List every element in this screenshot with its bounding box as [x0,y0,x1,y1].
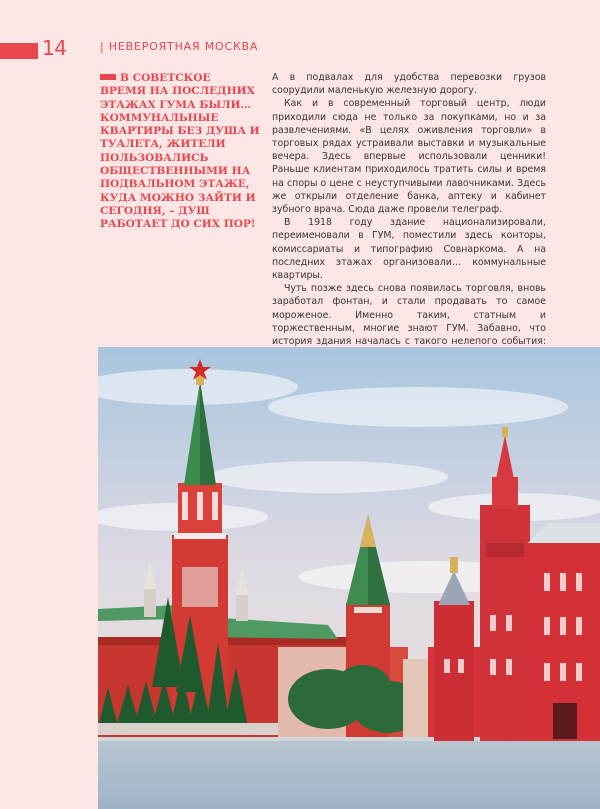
paragraph: А в подвалах для удобства перевозки грузов соорудили маленькую железную дорогу. [272,72,546,97]
article-body [272,71,546,361]
page-number-bar [0,43,38,59]
section-title: | НЕВЕРОЯТНАЯ МОСКВА [100,40,259,53]
paragraph: Чуть позже здесь снова появилась торговля, вновь заработал фонтан, и стали продавать то самое мороженое. Именно таким, статным и торжественным, многие знают ГУМ. Забавно, что история здания началась с такого нелепого события: [272,283,546,348]
kremlin-illustration [98,347,600,809]
paragraph: Как и в современный торговый центр, люди приходили сюда не только за покупками, но и за развлечениями. «В целях оживления торговли» в торговых рядах устраивали выставки и музыкальные вечера. Здесь впервые использовали ценники! Раньше клиентам приходилось тратить силы и время на споры о цене с неуступчивыми лавочниками. Здесь же открыли отделение банка, аптеку и кабинет зубного врача. Сюда даже провели телеграф. [272,98,546,216]
pull-quote [100,72,260,232]
paragraph: В 1918 году здание национализировали, переименовали в ГУМ, поместили здесь конторы, комиссариаты и типографию Совнаркома. А на последних этажах организовали… коммунальные квартиры. [272,217,546,282]
quote-marker [100,74,116,80]
pull-quote-text: В СОВЕТСКОЕ ВРЕМЯ НА ПОСЛЕДНИХ ЭТАЖАХ ГУМА БЫЛИ… КОММУНАЛЬНЫЕ КВАРТИРЫ БЕЗ ДУША И ТУАЛЕТА, ЖИТЕЛИ ПОЛЬЗОВАЛИСЬ ОБЩЕСТВЕННЫМИ НА ПОДВАЛЬНОМ ЭТАЖЕ, КУДА МОЖНО ЗАЙТИ И СЕГОДНЯ, – ДУШ РАБОТАЕТ ДО СИХ ПОР! [100,72,260,231]
page-number: 14 [42,36,67,60]
kremlin-photo [98,347,600,809]
